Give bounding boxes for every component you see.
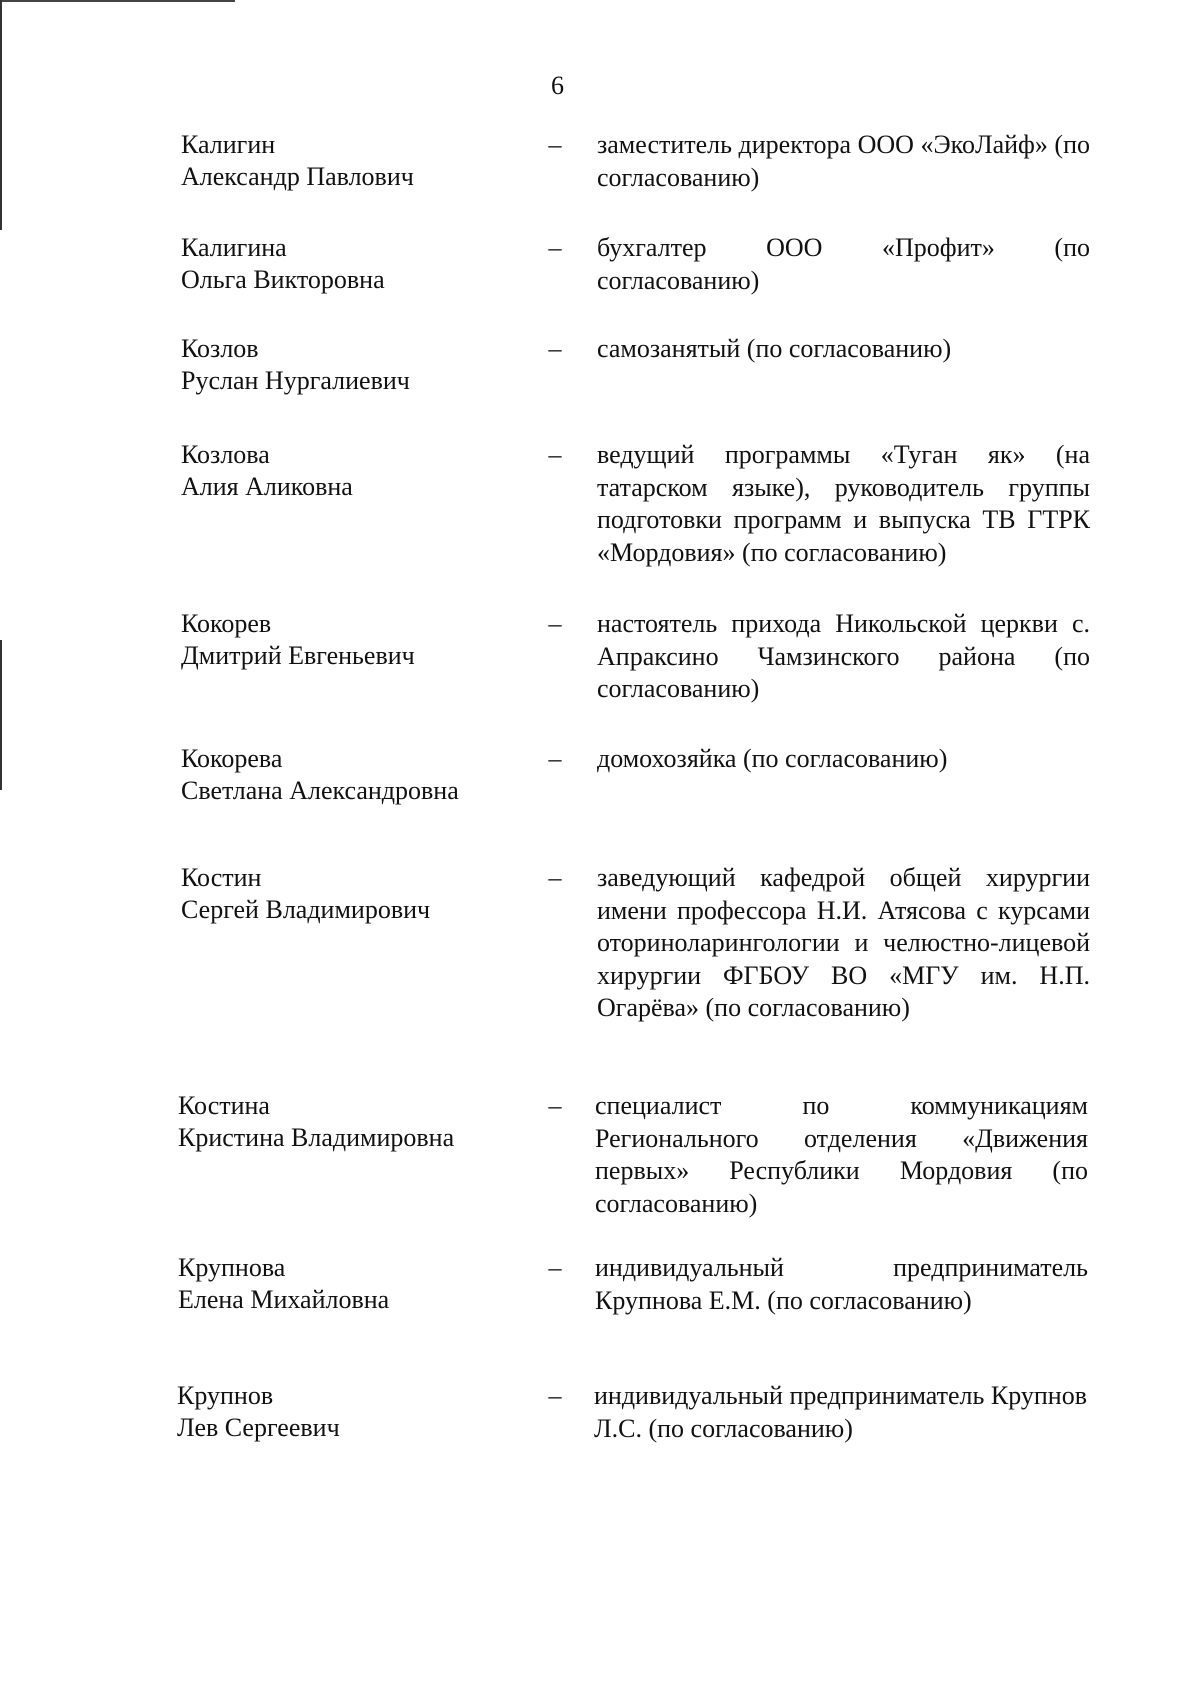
given-names: Дмитрий Евгеньевич bbox=[181, 641, 415, 670]
surname: Крупнова bbox=[178, 1253, 286, 1282]
dash-separator: – bbox=[548, 1381, 562, 1410]
person-name bbox=[181, 862, 521, 926]
surname: Калигина bbox=[181, 233, 287, 262]
dash-separator: – bbox=[548, 233, 562, 262]
dash-separator: – bbox=[548, 609, 562, 638]
surname: Костин bbox=[181, 863, 262, 892]
position-description: настоятель прихода Никольской церкви с. Апраксино Чамзинского района (по согласованию) bbox=[597, 609, 1090, 703]
position-description: бухгалтер ООО «Профит» (по согласованию) bbox=[597, 233, 1090, 295]
given-names: Сергей Владимирович bbox=[181, 895, 431, 924]
person-name bbox=[181, 232, 521, 296]
position-description: заместитель директора ООО «ЭкоЛайф» (по согласованию) bbox=[597, 130, 1090, 192]
scan-top-rule bbox=[0, 0, 235, 2]
person-name bbox=[181, 743, 521, 807]
given-names: Лев Сергеевич bbox=[177, 1413, 340, 1442]
person-name bbox=[181, 439, 521, 503]
position-description: самозанятый (по согласованию) bbox=[597, 334, 952, 363]
person-name bbox=[177, 1380, 517, 1444]
dash-separator: – bbox=[548, 1253, 562, 1282]
position-description: индивидуальный предприниматель Крупнова Е.М. (по согласованию) bbox=[595, 1253, 1088, 1315]
dash-separator: – bbox=[548, 1091, 562, 1120]
given-names: Алия Аликовна bbox=[181, 472, 353, 501]
person-name bbox=[178, 1252, 518, 1316]
surname: Крупнов bbox=[177, 1381, 274, 1410]
person-name bbox=[181, 129, 521, 193]
given-names: Ольга Викторовна bbox=[181, 265, 385, 294]
position-description: заведующий кафедрой общей хирургии имени профессора Н.И. Атясова с курсами оториноларингологии и челюстно-лицевой хирургии ФГБОУ ВО «МГУ им. Н.П. Огарёва» (по согласованию) bbox=[597, 863, 1090, 1022]
surname: Козлова bbox=[181, 440, 270, 469]
given-names: Елена Михайловна bbox=[178, 1285, 390, 1314]
given-names: Светлана Александровна bbox=[181, 776, 459, 805]
position-description: специалист по коммуникациям Регионального отделения «Движения первых» Республики Мордовия (по согласованию) bbox=[595, 1091, 1088, 1218]
position-description: домохозяйка (по согласованию) bbox=[597, 744, 948, 773]
surname: Кокорев bbox=[181, 609, 272, 638]
scan-left-edge bbox=[0, 640, 2, 790]
person-name bbox=[178, 1090, 518, 1154]
given-names: Руслан Нургалиевич bbox=[181, 366, 410, 395]
surname: Кокорева bbox=[181, 744, 283, 773]
surname: Костина bbox=[178, 1091, 270, 1120]
dash-separator: – bbox=[548, 863, 562, 892]
given-names: Александр Павлович bbox=[181, 162, 414, 191]
dash-separator: – bbox=[548, 334, 562, 363]
dash-separator: – bbox=[548, 130, 562, 159]
person-name bbox=[181, 608, 521, 672]
scan-left-edge bbox=[0, 0, 2, 230]
position-description: ведущий программы «Туган як» (на татарском языке), руководитель группы подготовки программ и выпуска ТВ ГТРК «Мордовия» (по согласованию) bbox=[597, 440, 1090, 567]
surname: Калигин bbox=[181, 130, 276, 159]
dash-separator: – bbox=[548, 440, 562, 469]
dash-separator: – bbox=[548, 744, 562, 773]
page-number: 6 bbox=[551, 71, 564, 100]
surname: Козлов bbox=[181, 334, 259, 363]
person-name bbox=[181, 333, 521, 397]
position-description: индивидуальный предприниматель Крупнов Л.С. (по согласованию) bbox=[594, 1381, 1087, 1443]
given-names: Кристина Владимировна bbox=[178, 1123, 455, 1152]
